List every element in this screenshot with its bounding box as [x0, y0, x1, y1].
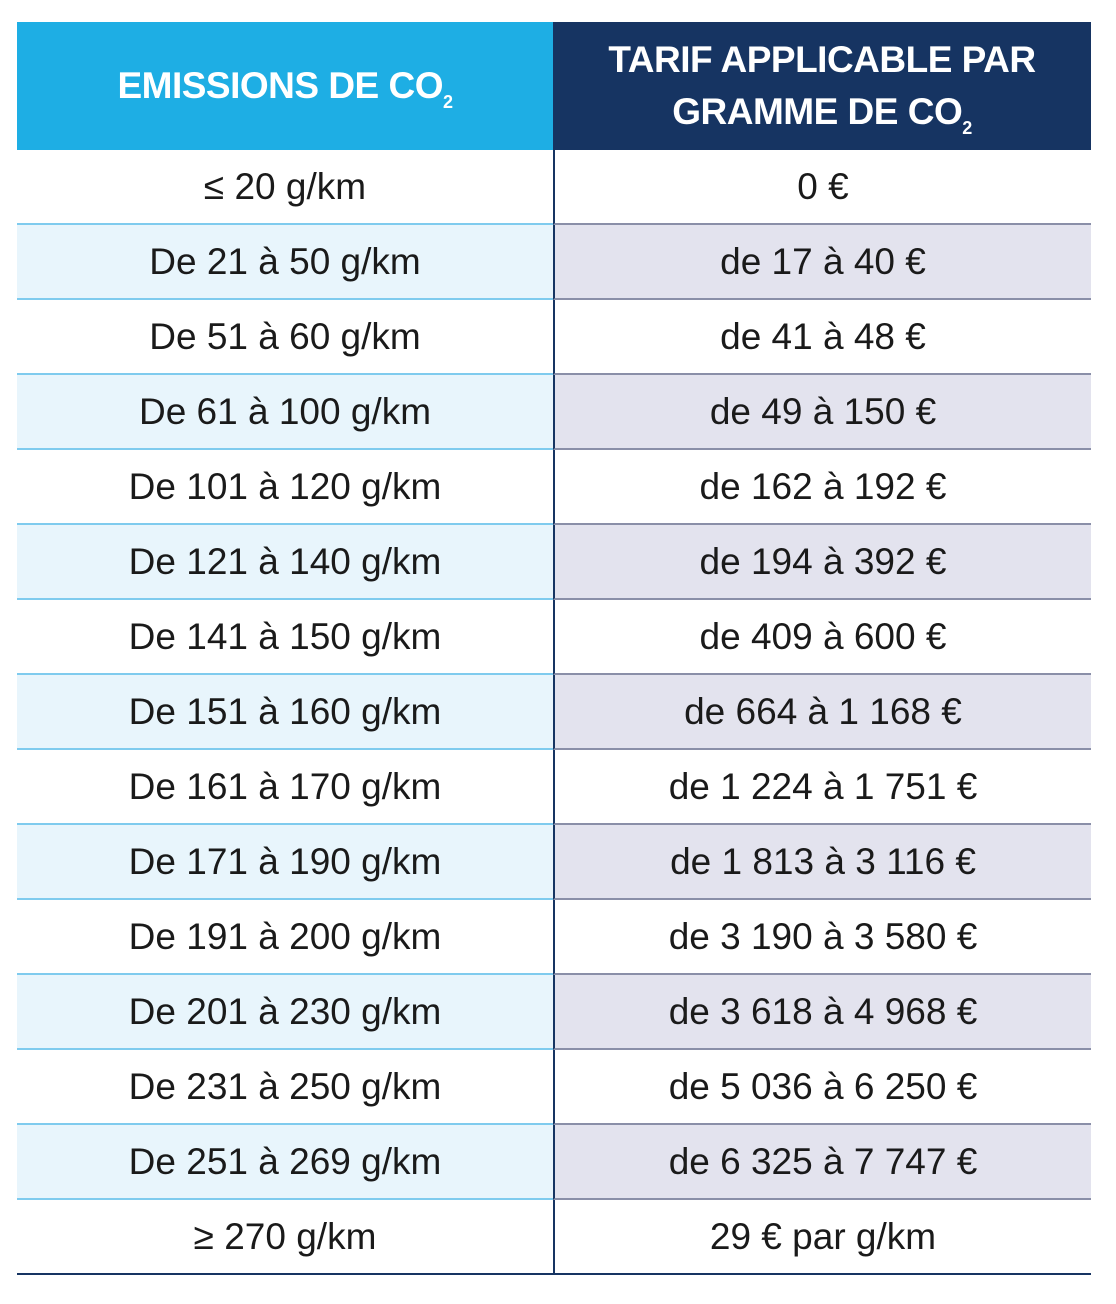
header-tarif — [553, 22, 1091, 150]
tarif-cell: 0 € — [553, 150, 1091, 225]
tarif-cell: de 17 à 40 € — [553, 225, 1091, 300]
emissions-cell: De 171 à 190 g/km — [17, 825, 553, 900]
tarif-cell: de 5 036 à 6 250 € — [553, 1050, 1091, 1125]
table-row — [17, 1050, 1091, 1125]
emissions-cell: De 101 à 120 g/km — [17, 450, 553, 525]
header-tarif-line2: GRAMME DE CO — [672, 91, 963, 132]
tarif-cell: 29 € par g/km — [553, 1200, 1091, 1275]
table-row — [17, 1125, 1091, 1200]
emissions-cell: De 21 à 50 g/km — [17, 225, 553, 300]
header-emissions-text: EMISSIONS DE CO — [117, 65, 444, 106]
table-row — [17, 600, 1091, 675]
header-tarif-subscript: 2 — [962, 118, 972, 138]
emissions-cell: ≤ 20 g/km — [17, 150, 553, 225]
tarif-cell: de 3 190 à 3 580 € — [553, 900, 1091, 975]
table-row — [17, 525, 1091, 600]
emissions-cell: De 151 à 160 g/km — [17, 675, 553, 750]
tarif-cell: de 1 813 à 3 116 € — [553, 825, 1091, 900]
tarif-cell: de 1 224 à 1 751 € — [553, 750, 1091, 825]
table-row — [17, 900, 1091, 975]
table-row — [17, 225, 1091, 300]
tarif-cell: de 664 à 1 168 € — [553, 675, 1091, 750]
emissions-cell: De 251 à 269 g/km — [17, 1125, 553, 1200]
table-row — [17, 450, 1091, 525]
tarif-cell: de 3 618 à 4 968 € — [553, 975, 1091, 1050]
co2-tariff-table — [17, 22, 1091, 1275]
emissions-cell: De 191 à 200 g/km — [17, 900, 553, 975]
table-row — [17, 150, 1091, 225]
emissions-cell: De 121 à 140 g/km — [17, 525, 553, 600]
header-emissions-subscript: 2 — [443, 92, 453, 112]
table-row — [17, 975, 1091, 1050]
tarif-cell: de 49 à 150 € — [553, 375, 1091, 450]
header-emissions — [17, 22, 553, 150]
table-header — [17, 22, 1091, 150]
tarif-cell: de 194 à 392 € — [553, 525, 1091, 600]
emissions-cell: De 51 à 60 g/km — [17, 300, 553, 375]
header-tarif-line1: TARIF APPLICABLE PAR — [608, 39, 1036, 80]
table-row — [17, 750, 1091, 825]
emissions-cell: De 231 à 250 g/km — [17, 1050, 553, 1125]
table-row — [17, 300, 1091, 375]
emissions-cell: De 201 à 230 g/km — [17, 975, 553, 1050]
table-row — [17, 825, 1091, 900]
emissions-cell: De 61 à 100 g/km — [17, 375, 553, 450]
table-row — [17, 375, 1091, 450]
tarif-cell: de 162 à 192 € — [553, 450, 1091, 525]
table-row — [17, 1200, 1091, 1275]
table-row — [17, 675, 1091, 750]
emissions-cell: De 161 à 170 g/km — [17, 750, 553, 825]
table-body — [17, 150, 1091, 1275]
tarif-cell: de 6 325 à 7 747 € — [553, 1125, 1091, 1200]
emissions-cell: De 141 à 150 g/km — [17, 600, 553, 675]
tarif-cell: de 41 à 48 € — [553, 300, 1091, 375]
emissions-cell: ≥ 270 g/km — [17, 1200, 553, 1275]
tarif-cell: de 409 à 600 € — [553, 600, 1091, 675]
